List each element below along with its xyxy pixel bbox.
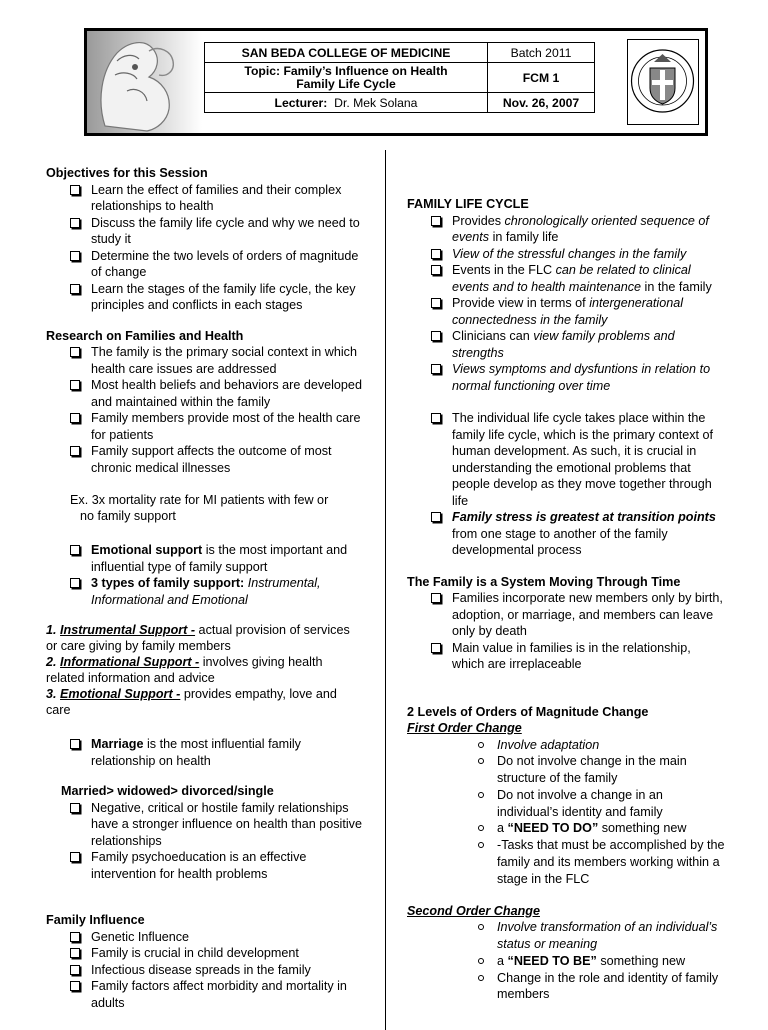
checkbox-bullet-icon [70, 347, 80, 357]
list-item: Do not involve a change in an individual’s identity and family [407, 787, 725, 821]
lion-logo [87, 31, 202, 133]
list-item: Involve adaptation [407, 737, 725, 754]
checkbox-bullet-icon [70, 251, 80, 261]
checkbox-bullet-icon [70, 739, 80, 749]
list-item: Discuss the family life cycle and why we need to study it [46, 215, 364, 248]
circle-bullet-icon [478, 958, 484, 964]
circle-bullet-icon [478, 842, 484, 848]
list-item: -Tasks that must be accomplished by the family and its members working within a stage in the FLC [407, 837, 725, 887]
marital-order-heading: Married> widowed> divorced/single [61, 784, 274, 798]
checkbox-bullet-icon [431, 512, 441, 522]
levels-heading: 2 Levels of Orders of Magnitude Change [407, 704, 649, 719]
list-item: Infectious disease spreads in the family [46, 962, 364, 979]
checkbox-bullet-icon [70, 413, 80, 423]
system-heading: The Family is a System Moving Through Time [407, 574, 681, 589]
checkbox-bullet-icon [70, 965, 80, 975]
list-item: Family is crucial in child development [46, 945, 364, 962]
checkbox-bullet-icon [70, 446, 80, 456]
list-item: Provide view in terms of intergenerational connectedness in the family [407, 295, 725, 328]
list-item: Learn the stages of the family life cycle, the key principles and conflicts in each stages [46, 281, 364, 314]
lecturer: Lecturer: Dr. Mek Solana [205, 93, 488, 113]
research-heading: Research on Families and Health [46, 328, 244, 343]
circle-bullet-icon [478, 792, 484, 798]
checkbox-bullet-icon [431, 216, 441, 226]
definition-item: 1. Instrumental Support - actual provision of services or care giving by family members [46, 623, 350, 653]
circle-bullet-icon [478, 825, 484, 831]
list-item: Family stress is greatest at transition points from one stage to another of the family developmental process [407, 509, 725, 559]
circle-bullet-icon [478, 758, 484, 764]
list-item: 3 types of family support: Instrumental, Informational and Emotional [46, 575, 364, 608]
list-item: Negative, critical or hostile family relationships have a stronger influence on health than positive relationships [46, 800, 364, 850]
circle-bullet-icon [478, 975, 484, 981]
circle-bullet-icon [478, 924, 484, 930]
definition-item: 2. Informational Support - involves giving health related information and advice [46, 655, 323, 685]
checkbox-bullet-icon [70, 578, 80, 588]
checkbox-bullet-icon [70, 218, 80, 228]
objectives-heading: Objectives for this Session [46, 166, 208, 180]
list-item: a “NEED TO BE” something new [407, 953, 725, 970]
list-item: View of the stressful changes in the family [407, 246, 725, 263]
list-item: Family support affects the outcome of most chronic medical illnesses [46, 443, 364, 476]
left-column [46, 165, 364, 1011]
checkbox-bullet-icon [431, 643, 441, 653]
list-item: Change in the role and identity of family members [407, 970, 725, 1004]
list-item: Involve transformation of an individual’s status or meaning [407, 919, 725, 953]
checkbox-bullet-icon [431, 298, 441, 308]
family-influence-heading: Family Influence [46, 913, 145, 927]
second-order-heading: Second Order Change [407, 903, 540, 918]
course-code: FCM 1 [488, 63, 595, 93]
list-item: Families incorporate new members only by birth, adoption, or marriage, and members can leave only by death [407, 590, 725, 640]
list-item: Marriage is the most influential family relationship on health [46, 736, 364, 769]
lecture-date: Nov. 26, 2007 [488, 93, 595, 113]
checkbox-bullet-icon [431, 364, 441, 374]
college-name: SAN BEDA COLLEGE OF MEDICINE [205, 43, 488, 63]
checkbox-bullet-icon [431, 331, 441, 341]
college-seal [627, 39, 699, 125]
batch: Batch 2011 [488, 43, 595, 63]
list-item: The family is the primary social context in which health care issues are addressed [46, 344, 364, 377]
list-item: Genetic Influence [46, 929, 364, 946]
topic: Topic: Family’s Influence on Health Family Life Cycle [205, 63, 488, 93]
first-order-heading: First Order Change [407, 721, 522, 735]
list-item: Views symptoms and dysfuntions in relation to normal functioning over time [407, 361, 725, 394]
example-note: Ex. 3x mortality rate for MI patients with few or no family support [70, 493, 329, 523]
definition-item: 3. Emotional Support - provides empathy, love and care [46, 687, 337, 717]
flc-heading: FAMILY LIFE CYCLE [407, 197, 529, 211]
checkbox-bullet-icon [70, 852, 80, 862]
header-table [204, 42, 595, 113]
checkbox-bullet-icon [70, 380, 80, 390]
list-item: Learn the effect of families and their complex relationships to health [46, 182, 364, 215]
right-column [407, 196, 725, 1003]
checkbox-bullet-icon [70, 803, 80, 813]
checkbox-bullet-icon [70, 981, 80, 991]
list-item: Emotional support is the most important and influential type of family support [46, 542, 364, 575]
list-item: Clinicians can view family problems and strengths [407, 328, 725, 361]
list-item: Events in the FLC can be related to clinical events and to health maintenance in the family [407, 262, 725, 295]
checkbox-bullet-icon [70, 932, 80, 942]
checkbox-bullet-icon [431, 265, 441, 275]
list-item: Most health beliefs and behaviors are developed and maintained within the family [46, 377, 364, 410]
circle-bullet-icon [478, 742, 484, 748]
list-item: Determine the two levels of orders of magnitude of change [46, 248, 364, 281]
checkbox-bullet-icon [70, 545, 80, 555]
checkbox-bullet-icon [431, 413, 441, 423]
checkbox-bullet-icon [431, 249, 441, 259]
list-item: Family factors affect morbidity and mortality in adults [46, 978, 364, 1011]
list-item: Do not involve change in the main structure of the family [407, 753, 725, 787]
column-divider [385, 150, 386, 1030]
list-item: a “NEED TO DO” something new [407, 820, 725, 837]
document-header [84, 28, 708, 136]
checkbox-bullet-icon [70, 185, 80, 195]
checkbox-bullet-icon [431, 593, 441, 603]
checkbox-bullet-icon [70, 948, 80, 958]
checkbox-bullet-icon [70, 284, 80, 294]
list-item: Main value in families is in the relationship, which are irreplaceable [407, 640, 725, 673]
list-item: The individual life cycle takes place within the family life cycle, which is the primary context of human development. As such, it is crucial in understanding the emotional problems that people develop as they move together through life [407, 410, 725, 509]
list-item: Provides chronologically oriented sequence of events in family life [407, 213, 725, 246]
list-item: Family members provide most of the health care for patients [46, 410, 364, 443]
list-item: Family psychoeducation is an effective intervention for health problems [46, 849, 364, 882]
